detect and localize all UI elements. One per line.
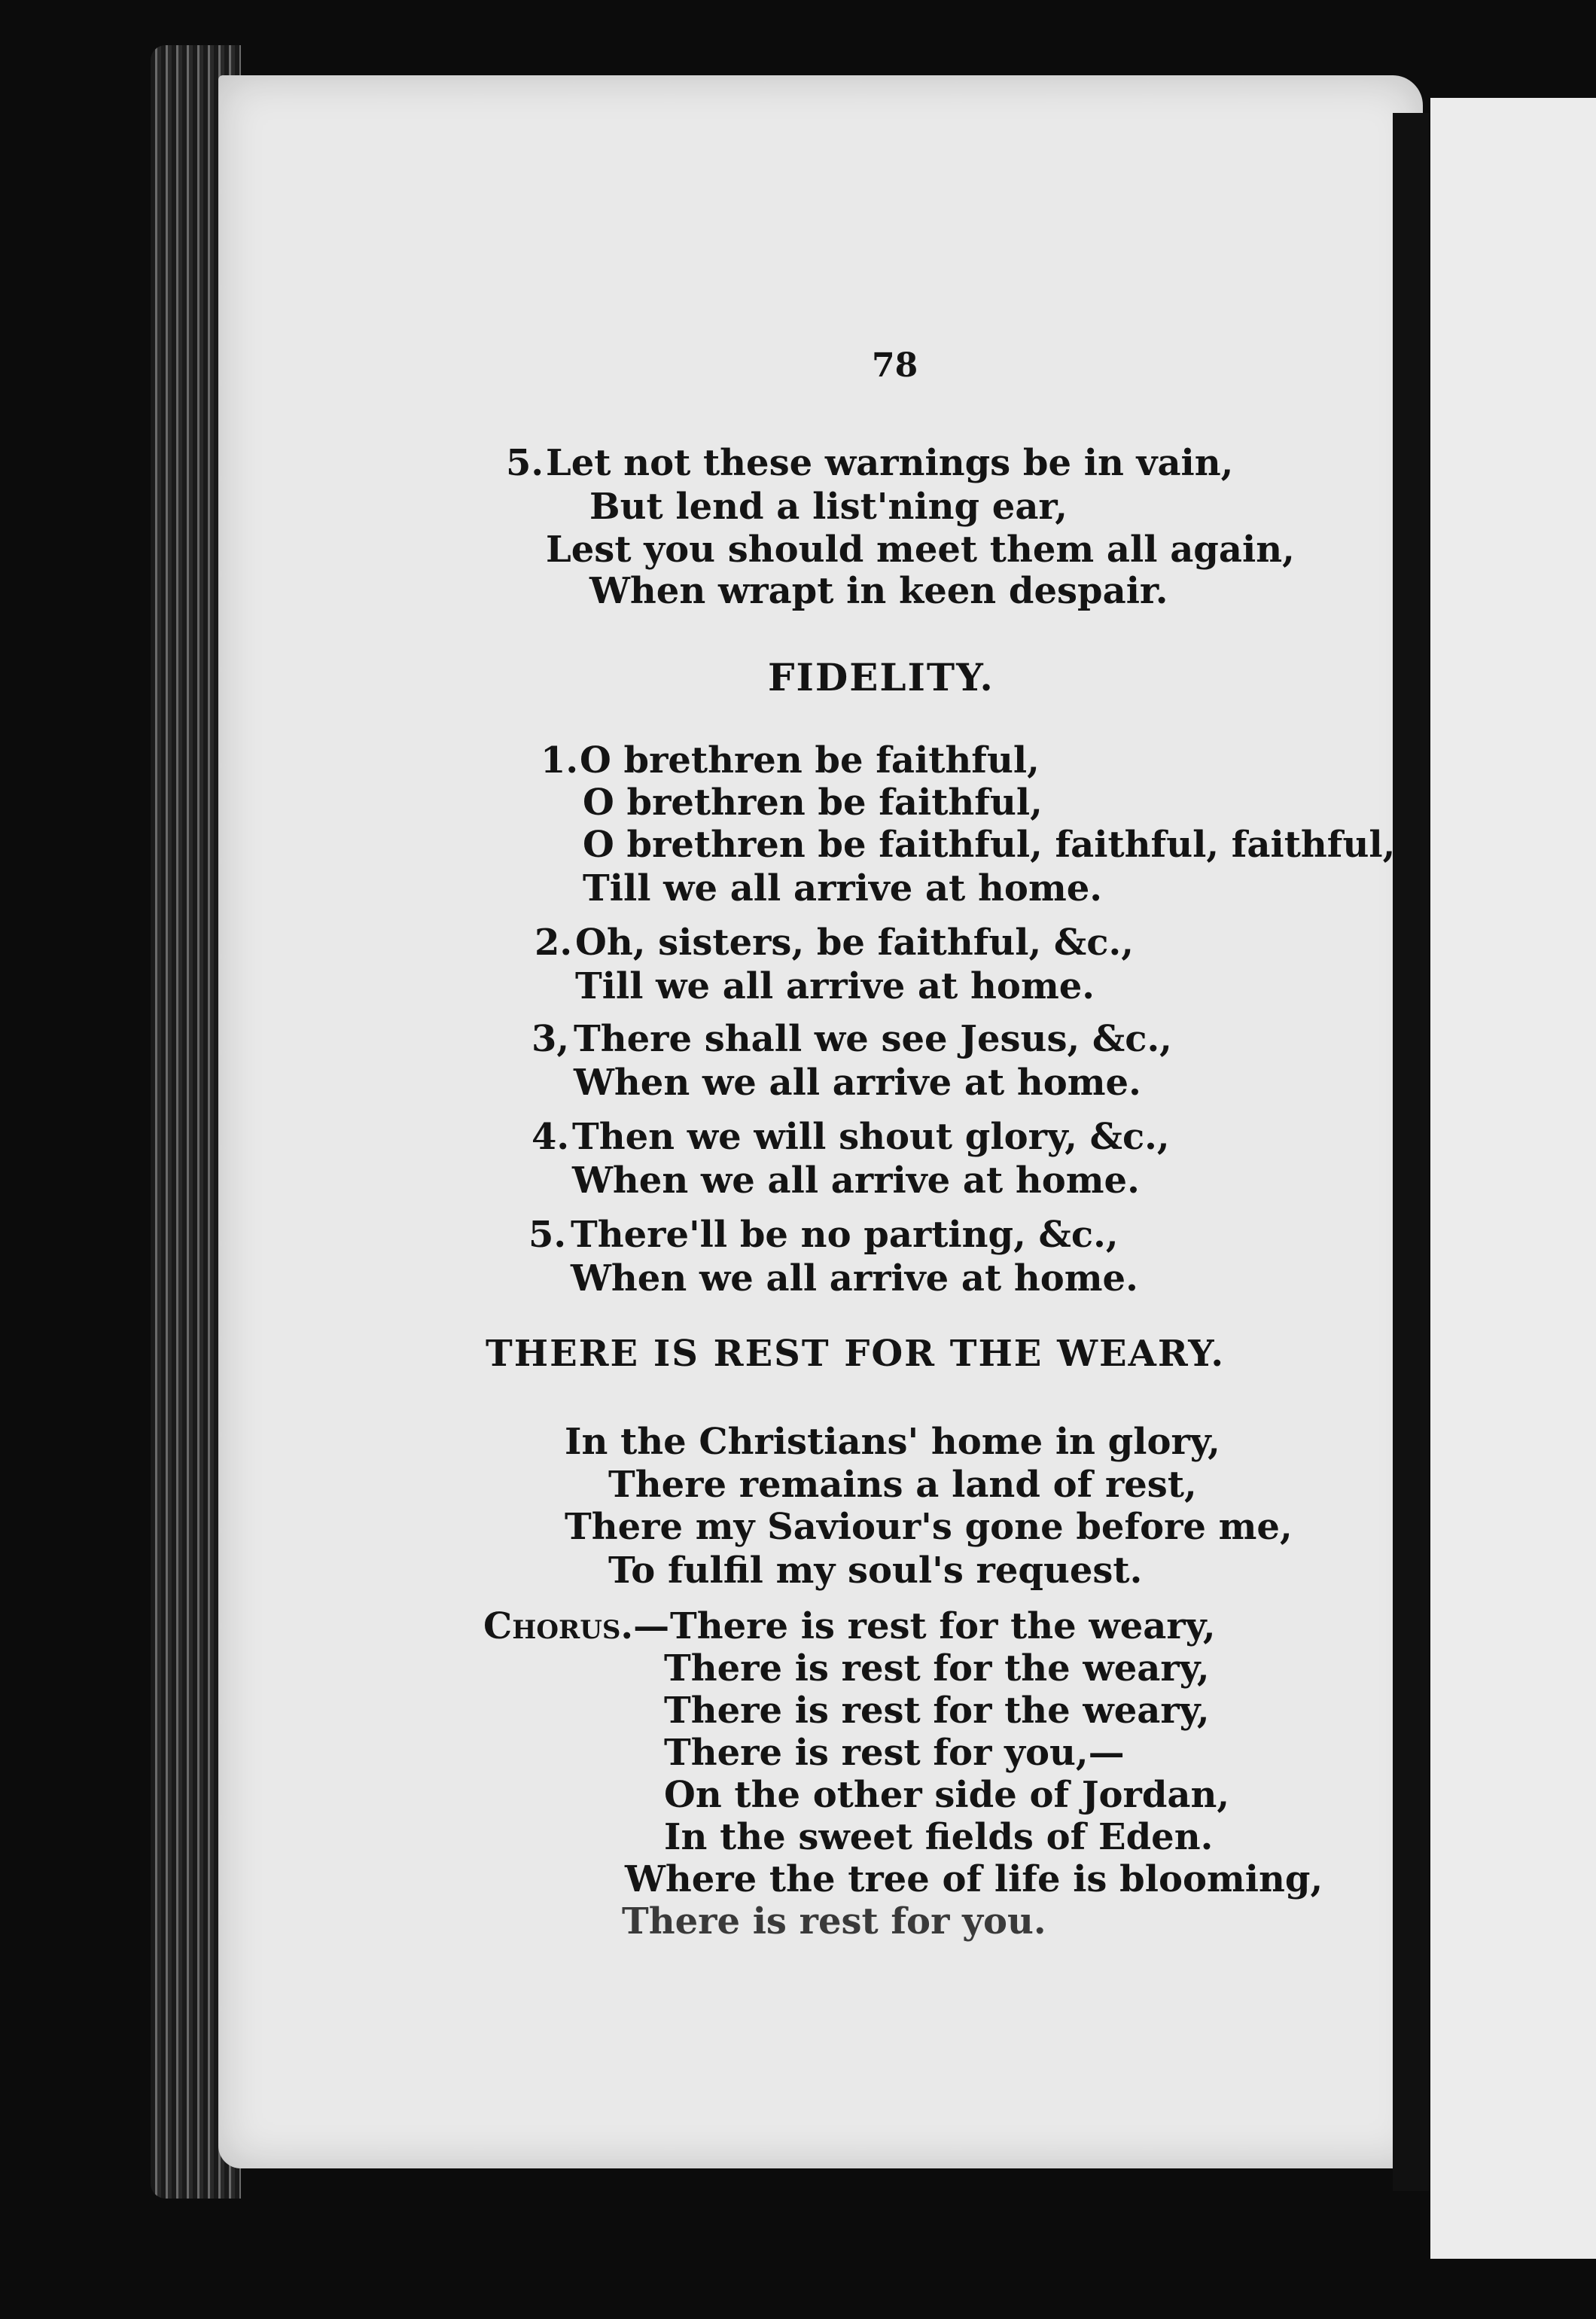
verse-number: 2. [535, 922, 573, 964]
chorus-line: There is rest for the weary, [664, 1647, 1210, 1690]
verse-line: O brethren be faithful, faithful, faithful, [583, 824, 1396, 866]
verse-line: Let not these warnings be in vain, [546, 442, 1234, 484]
verse-line: Till we all arrive at home. [583, 867, 1102, 910]
verse-line: In the Christians' home in glory, [565, 1421, 1220, 1463]
chorus-line: In the sweet fields of Eden. [664, 1816, 1214, 1858]
verse-line: Then we will shout glory, &c., [572, 1116, 1170, 1158]
page-gutter [1393, 113, 1429, 2191]
verse-line: When we all arrive at home. [571, 1257, 1138, 1300]
verse-number: 3, [531, 1018, 570, 1060]
chorus-label: Chorus.— [483, 1605, 670, 1647]
chorus-line: Where the tree of life is blooming, [625, 1858, 1323, 1900]
verse-line: Lest you should meet them all again, [546, 529, 1295, 571]
chorus-line: There is rest for the weary, [664, 1690, 1210, 1732]
verse-number: 5. [506, 442, 544, 484]
verse-line: When wrapt in keen despair. [589, 570, 1168, 612]
verse-number: 4. [531, 1116, 570, 1158]
hymn-title: THERE IS REST FOR THE WEARY. [486, 1333, 1226, 1375]
verse-line: There'll be no parting, &c., [571, 1214, 1119, 1256]
hymn-title: FIDELITY. [768, 655, 994, 699]
verse-line: There shall we see Jesus, &c., [574, 1018, 1172, 1060]
verse-line: There remains a land of rest, [608, 1464, 1197, 1506]
verse-number: 5. [528, 1214, 567, 1256]
chorus-line: There is rest for the weary, [670, 1605, 1216, 1647]
verse-line: O brethren be faithful, [580, 739, 1040, 782]
verse-line: O brethren be faithful, [583, 782, 1043, 824]
verse-line: But lend a list'ning ear, [589, 486, 1068, 528]
chorus-line: There is rest for you. [622, 1900, 1046, 1943]
verse-line: Oh, sisters, be faithful, &c., [575, 922, 1134, 964]
page-number: 78 [872, 346, 918, 385]
verse-line: Till we all arrive at home. [575, 965, 1095, 1007]
verse-line: When we all arrive at home. [574, 1062, 1141, 1104]
facing-page-edge [1430, 98, 1596, 2259]
chorus-line: There is rest for you,— [664, 1732, 1125, 1774]
verse-line: There my Saviour's gone before me, [565, 1506, 1293, 1548]
chorus-line: On the other side of Jordan, [664, 1774, 1230, 1816]
verse-number: 1. [541, 739, 579, 782]
verse-line: When we all arrive at home. [572, 1160, 1140, 1202]
verse-line: To fulfil my soul's request. [608, 1550, 1143, 1592]
